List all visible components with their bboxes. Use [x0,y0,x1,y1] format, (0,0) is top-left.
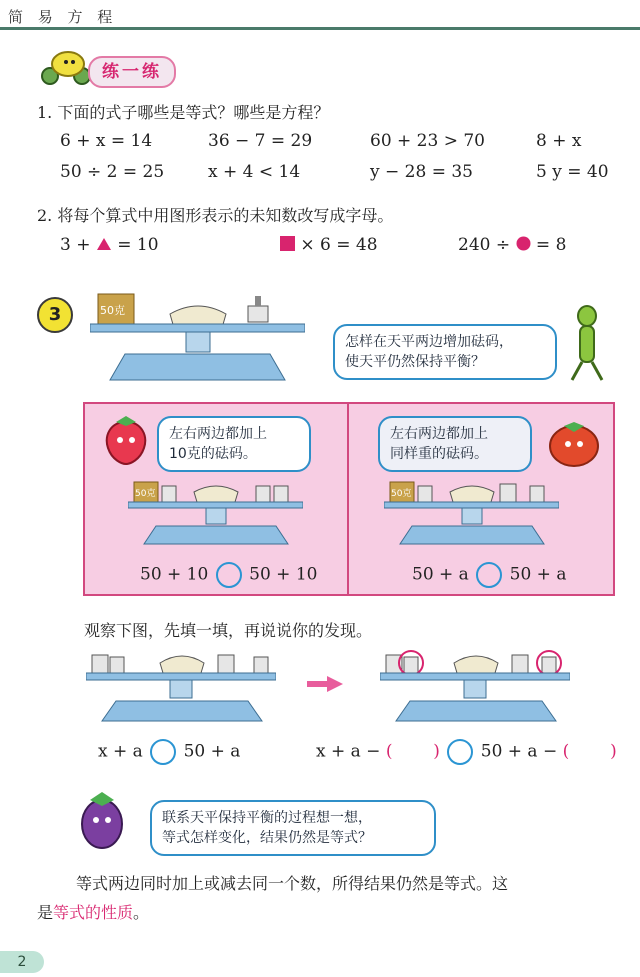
circle-icon [516,236,531,251]
expression: 8 + x [536,131,582,151]
right-panel-expression: 50 + a 50 + a [412,562,566,588]
question-2: 2. 将每个算式中用图形表示的未知数改写成字母。 [37,206,394,225]
lemon-car-icon [36,48,96,86]
grasshopper-character-icon [562,302,612,382]
practice-badge: 练一练 [88,56,176,88]
observe-bubble: 联系天平保持平衡的过程想一想， 等式怎样变化，结果仍然是等式？ [150,800,436,856]
chapter-title: 简 易 方 程 [8,8,118,26]
expression: y − 28 = 35 [370,162,473,182]
expression: 36 − 7 = 29 [208,131,313,151]
blank-circle[interactable] [216,562,242,588]
weight-label: 50克 [135,489,156,499]
question-1: 1. 下面的式子哪些是等式？哪些是方程？ [37,103,330,122]
observe-scale-before [86,645,276,725]
blank-circle[interactable] [447,739,473,765]
panel-divider [347,402,349,594]
expression: x + 4 < 14 [208,162,301,182]
expression: 6 + x = 14 [60,131,153,151]
arrow-right-icon [307,676,343,692]
weight-label: 50克 [391,489,412,499]
header-rule [0,27,640,30]
conclusion-line-2: 是等式的性质。 [37,903,150,922]
square-icon [280,236,295,251]
expression: 5 y = 40 [536,162,609,182]
observe-instruction: 观察下图，先填一填，再说说你的发现。 [84,621,373,640]
expression: 60 + 23 > 70 [370,131,485,151]
blank-circle[interactable] [150,739,176,765]
question-bubble: 怎样在天平两边增加砝码， 使天平仍然保持平衡？ [333,324,557,380]
conclusion-line-1: 等式两边同时加上或减去同一个数，所得结果仍然是等式。这 [76,874,509,893]
triangle-icon [96,237,112,251]
weight-label: 50克 [100,304,125,317]
property-term: 等式的性质 [53,903,134,922]
tomato-character-icon [542,414,604,470]
shape-equation-1: 3 + = 10 [60,235,159,255]
observe-expression-2: x + a − ( ) 50 + a − ( ) [316,739,617,765]
left-panel-bubble: 左右两边都加上 10克的砝码。 [157,416,311,472]
expression: 50 ÷ 2 = 25 [60,162,165,182]
left-panel-expression: 50 + 10 50 + 10 [140,562,317,588]
eggplant-character-icon [74,782,130,852]
observe-expression-1: x + a 50 + a [98,739,240,765]
blank-circle[interactable] [476,562,502,588]
example-number: 3 [37,297,73,333]
right-panel-bubble: 左右两边都加上 同样重的砝码。 [378,416,532,472]
shape-equation-2: × 6 = 48 [280,235,378,255]
page-number: 2 [0,951,44,973]
strawberry-character-icon [100,414,152,466]
shape-equation-3: 240 ÷ = 8 [458,235,567,255]
observe-scale-after [380,645,570,725]
